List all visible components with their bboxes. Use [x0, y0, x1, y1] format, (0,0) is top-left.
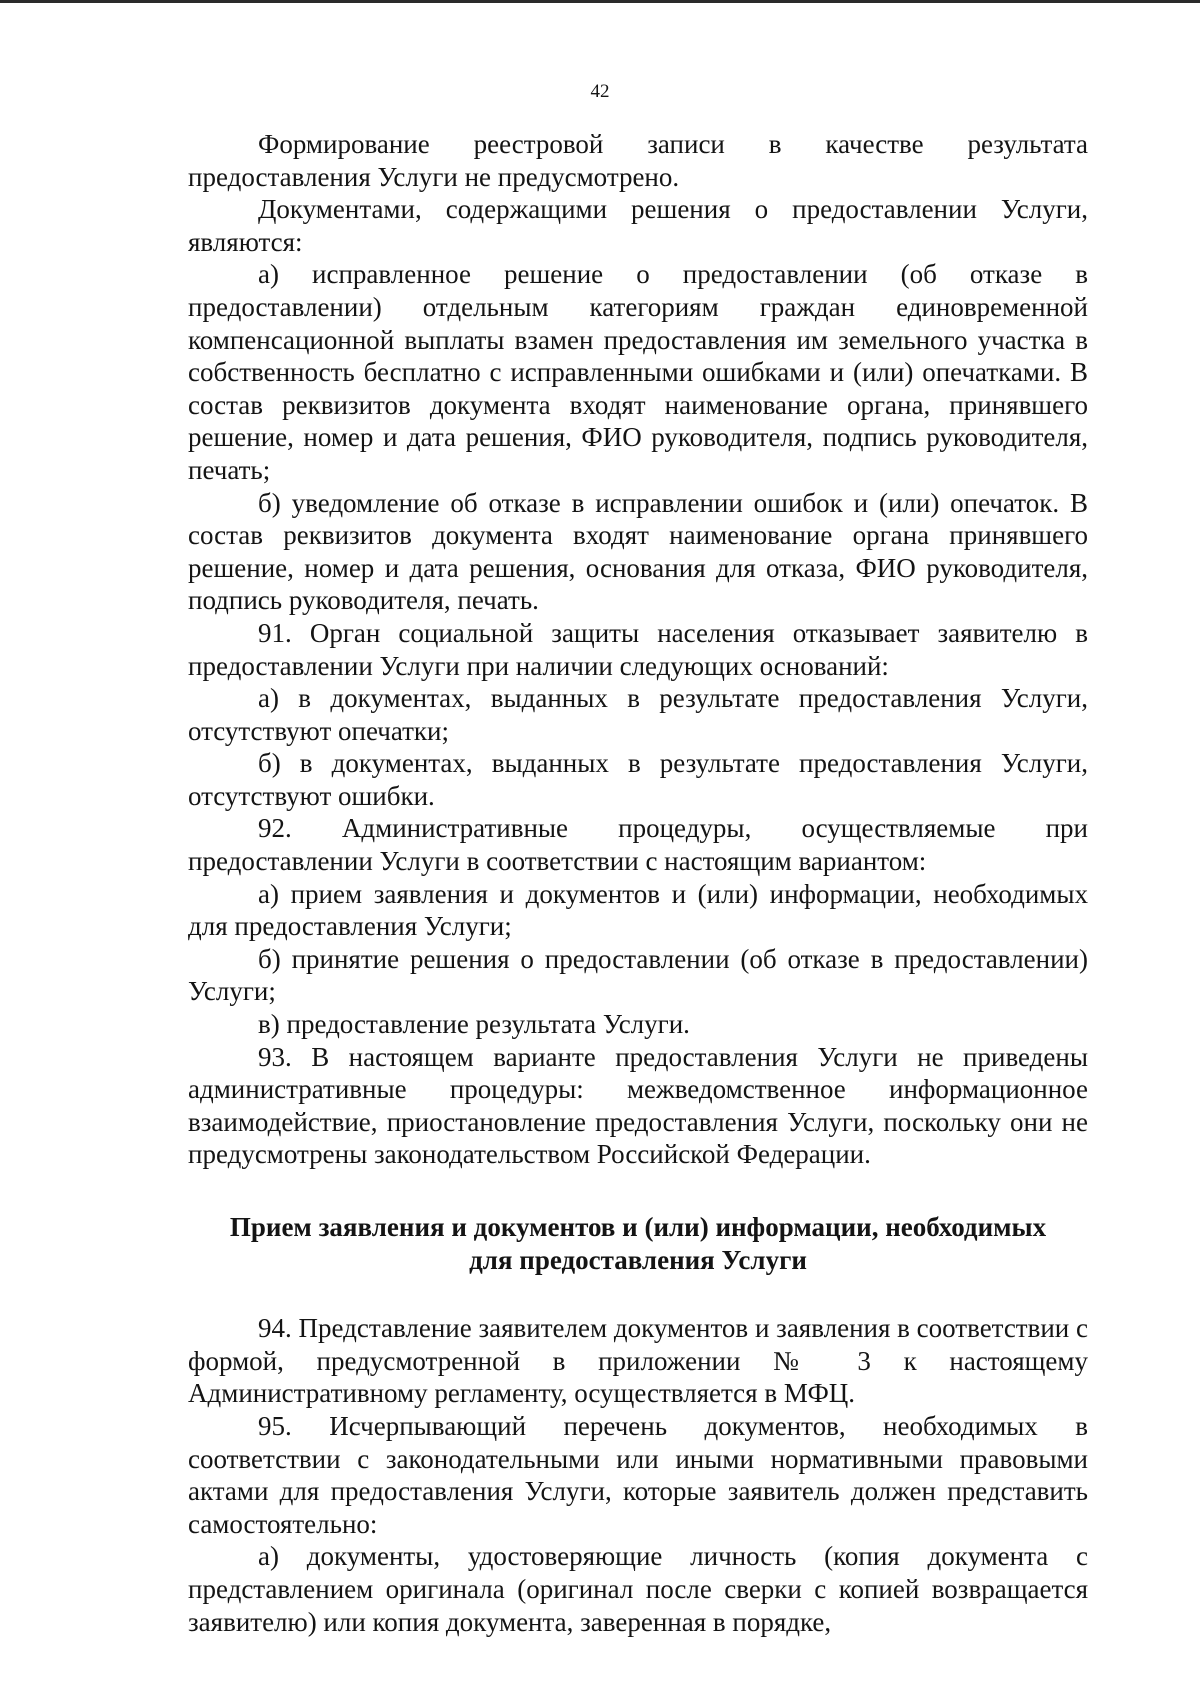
section-heading [188, 1171, 1088, 1312]
list-item: а) исправленное решение о предоставлении (об отказе в предоставлении) отдельным категориям граждан единовременной компенсационной выплаты взамен предоставления им земельного участка в собственность бесплатно с исправленными ошибками и (или) опечатками. В состав реквизитов документа входят наименование органа, принявшего решение, номер и дата решения, ФИО руководителя, подпись руководителя, печать; [188, 259, 1088, 485]
list-item: б) уведомление об отказе в исправлении ошибок и (или) опечаток. В состав реквизитов документа входят наименование органа принявшего решение, номер и дата решения, основания для отказа, ФИО руководителя, подпись руководителя, печать. [188, 487, 1088, 616]
clause-93: 93. В настоящем варианте предоставления Услуги не приведены административные процедуры: межведомственное информационное взаимодействие, приостановление предоставления Услуги, поскольку они не предусмотрены законодательством Российской Федерации. [188, 1041, 1088, 1170]
list-item: б) принятие решения о предоставлении (об отказе в предоставлении) Услуги; [188, 943, 1088, 1007]
clause-91: 91. Орган социальной защиты населения отказывает заявителю в предоставлении Услуги при наличии следующих оснований: [188, 617, 1088, 681]
list-item: а) прием заявления и документов и (или) информации, необходимых для предоставления Услуги; [188, 878, 1088, 942]
section-heading-line-2: для предоставления Услуги [469, 1244, 807, 1275]
clause-92: 92. Административные процедуры, осуществляемые при предоставлении Услуги в соответствии с настоящим вариантом: [188, 813, 1088, 877]
list-item: б) в документах, выданных в результате предоставления Услуги, отсутствуют ошибки. [188, 748, 1088, 811]
clause-95: 95. Исчерпывающий перечень документов, необходимых в соответствии с законодательными или иными нормативными правовыми актами для предоставления Услуги, которые заявитель должен представить самостоятельно: [188, 1410, 1088, 1539]
clause-94: 94. Представление заявителем документов и заявления в соответствии с формой, предусмотренной в приложении № 3 к настоящему Административному регламенту, осуществляется в МФЦ. [188, 1313, 1088, 1409]
paragraph: Формирование реестровой записи в качестве результата предоставления Услуги не предусмотрено. [188, 129, 1088, 192]
scan-top-edge [0, 0, 1200, 3]
list-item: а) в документах, выданных в результате предоставления Услуги, отсутствуют опечатки; [188, 683, 1088, 746]
page-number: 42 [590, 81, 610, 102]
paragraph: Документами, содержащими решения о предоставлении Услуги, являются: [188, 194, 1088, 257]
document-body [188, 128, 1088, 1638]
list-item: в) предоставление результата Услуги. [258, 1009, 690, 1040]
list-item: а) документы, удостоверяющие личность (копия документа с представлением оригинала (оригинал после сверки с копией возвращается заявителю) или копия документа, заверенная в порядке, [188, 1541, 1088, 1637]
section-heading-line-1: Прием заявления и документов и (или) информации, необходимых [229, 1212, 1047, 1242]
